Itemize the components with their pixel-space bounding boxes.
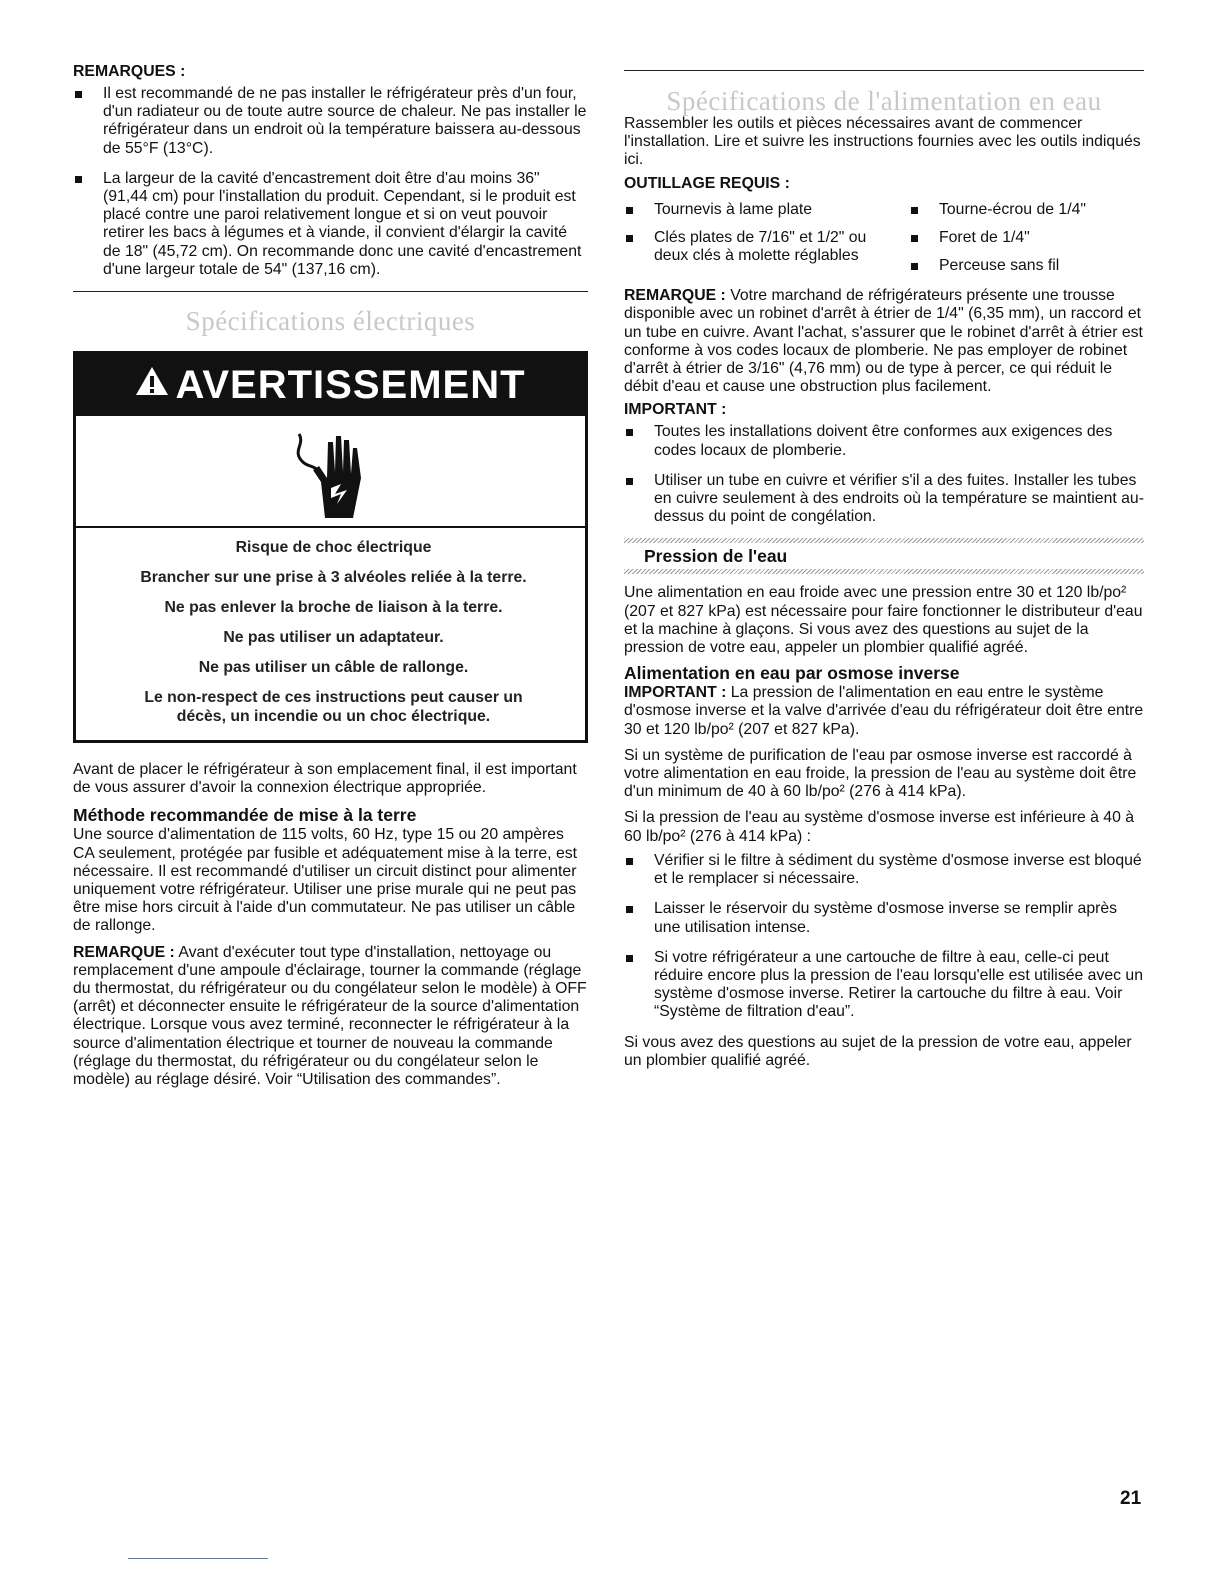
warning-line: Ne pas enlever la broche de liaison à la terre. <box>164 599 503 617</box>
warning-icon-area <box>76 416 585 528</box>
list-item: Si votre réfrigérateur a une cartouche de filtre à eau, celle-ci peut réduire encore plus la pression de l'eau lorsqu'elle est utilisée avec un système d'osmose inverse. Retirer la cartouche du filtre à eau. Voir “Système de filtration d'eau”. <box>624 949 1144 1022</box>
right-column <box>624 70 1144 1070</box>
list-item: Clés plates de 7/16" et 1/2" ou deux clés à molette réglables <box>624 229 909 265</box>
outillage-label: OUTILLAGE REQUIS : <box>624 174 790 192</box>
tools-left-list <box>624 201 909 286</box>
list-item: La largeur de la cavité d'encastrement doit être d'au moins 36" (91,44 cm) pour l'installation du produit. Cependant, si le produit est placé contre une paroi relativement longue et si on veut pouvoir retirer les bacs à légumes et à viande, il convient d'élargir la cavité de 18" (45,72 cm). On recommande donc une cavité d'encastrement d'une largeur totale de 54" (137,16 cm). <box>73 170 588 279</box>
pression-title: Pression de l'eau <box>644 546 788 567</box>
osmose-list <box>624 852 1144 1022</box>
warning-line: Ne pas utiliser un adaptateur. <box>223 629 444 647</box>
remarque-text: Avant d'exécuter tout type d'installation, nettoyage ou remplacement d'une ampoule d'éclairage, tourner la commande (réglage du thermostat, du réfrigérateur ou du congélateur selon le modèle) à OFF (arrêt) et déconnecter ensuite le réfrigérateur de la source d'alimentation électrique. Lorsque vous avez terminé, reconnecter le réfrigérateur à la source d'alimentation électrique et tourner de nouveau la commande (réglage du thermostat, du réfrigérateur ou du congélateur selon le modèle) au réglage désiré. Voir “Utilisation des commandes”. <box>73 943 587 1089</box>
warning-line: Le non-respect de ces instructions peut causer un décès, un incendie ou un choc électrique. <box>144 689 523 726</box>
important-label: IMPORTANT : <box>624 401 727 419</box>
remarque-label: REMARQUE : <box>73 943 175 961</box>
list-item: Utiliser un tube en cuivre et vérifier s'il a des fuites. Installer les tubes en cuivre seulement à des endroits où la température se maintient au-dessus du point de congélation. <box>624 472 1144 527</box>
osmose-important-text: La pression de l'alimentation en eau entre le système d'osmose inverse et la valve d'arrivée d'eau du réfrigérateur doit être entre 30 et 120 lb/po² (207 et 827 kPa). <box>624 684 1144 738</box>
left-column <box>73 62 588 1089</box>
osmose-paragraph: Si un système de purification de l'eau par osmose inverse est raccordé à votre alimentation en eau froide, la pression de l'eau au système doit être d'un minimum de 40 à 60 lb/po² (276 à 414 kPa). <box>624 746 1137 801</box>
closing-paragraph: Si vous avez des questions au sujet de la pression de votre eau, appeler un plombier qualifié agréé. <box>624 1033 1132 1069</box>
remarques-list <box>73 85 588 279</box>
list-item: Perceuse sans fil <box>909 257 1144 275</box>
list-item: Foret de 1/4" <box>909 229 1144 247</box>
warning-title: AVERTISSEMENT <box>175 363 526 408</box>
list-item: Vérifier si le filtre à sédiment du système d'osmose inverse est bloqué et le remplacer si nécessaire. <box>624 852 1144 888</box>
important-list <box>624 423 1144 526</box>
section-title-water: Spécifications de l'alimentation en eau <box>666 86 1102 116</box>
water-intro: Rassembler les outils et pièces nécessaires avant de commencer l'installation. Lire et suivre les instructions fournies avec les outils indiqués ici. <box>624 115 1141 169</box>
hatch-divider <box>624 569 1144 574</box>
tools-right-list <box>909 201 1144 286</box>
tools-list <box>624 201 1144 286</box>
list-item: Toutes les installations doivent être conformes aux exigences des codes locaux de plomberie. <box>624 423 1144 459</box>
warning-line: Risque de choc électrique <box>235 539 432 557</box>
osmose-important-paragraph <box>624 684 1144 739</box>
list-item: Tournevis à lame plate <box>624 201 909 219</box>
warning-box <box>73 351 588 743</box>
section-divider <box>73 291 588 292</box>
electrical-intro: Avant de placer le réfrigérateur à son emplacement final, il est important de vous assurer d'avoir la connexion électrique appropriée. <box>73 761 577 797</box>
list-item: Tourne-écrou de 1/4" <box>909 201 1144 219</box>
methode-text: Une source d'alimentation de 115 volts, 60 Hz, type 15 ou 20 ampères CA seulement, protégée par fusible et adéquatement mise à la terre, est nécessaire. Il est recommandé d'utiliser un circuit distinct pour alimenter uniquement votre réfrigérateur. Utiliser une prise murale qui ne peut pas être mise hors circuit à l'aide d'un commutateur. Ne pas utiliser un câble de rallonge. <box>73 826 578 935</box>
important-label: IMPORTANT : <box>624 684 727 702</box>
footer-link-line <box>128 1558 268 1559</box>
warning-line: Ne pas utiliser un câble de rallonge. <box>198 659 469 677</box>
remarques-label: REMARQUES : <box>73 63 186 80</box>
remarque-text: Votre marchand de réfrigérateurs présente une trousse disponible avec un robinet d'arrêt à étrier de 1/4" (6,35 mm), un raccord et un tube en cuivre. Avant l'achat, s'assurer que le robinet d'arrêt à étrier est conforme à vos codes locaux de plomberie. Ne pas employer de robinet d'arrêt à étrier de 3/16" (4,76 mm) ou de type à percer, ce qui réduit le débit d'eau et cause une obstruction plus facilement. <box>624 287 1143 396</box>
water-remarque-paragraph <box>624 287 1144 396</box>
pression-text: Une alimentation en eau froide avec une pression entre 30 et 120 lb/po² (207 et 827 kPa) est nécessaire pour faire fonctionner le distributeur d'eau et la machine à glaçons. Si vous avez des questions au sujet de la pression de votre eau, appeler un plombier qualifié agréé. <box>624 584 1143 657</box>
page-number: 21 <box>1120 1488 1142 1509</box>
list-item: Il est recommandé de ne pas installer le réfrigérateur près d'un four, d'un radiateur ou de toute autre source de chaleur. Ne pas installer le réfrigérateur dans un endroit où la température baissera au-dessous de 55°F (13°C). <box>73 85 588 158</box>
methode-title: Méthode recommandée de mise à la terre <box>73 805 417 826</box>
warning-body <box>76 528 585 740</box>
osmose-title: Alimentation en eau par osmose inverse <box>624 663 960 684</box>
section-title-electrical: Spécifications électriques <box>185 306 476 337</box>
section-divider <box>624 70 1144 71</box>
list-item: Laisser le réservoir du système d'osmose inverse se remplir après une utilisation intense. <box>624 900 1144 936</box>
warning-header <box>76 354 585 416</box>
warning-triangle-icon <box>135 352 169 414</box>
electric-shock-hand-icon <box>291 507 371 524</box>
remarque-label: REMARQUE : <box>624 287 726 305</box>
warning-line: Brancher sur une prise à 3 alvéoles reliée à la terre. <box>140 569 527 587</box>
remarque-paragraph <box>73 944 588 1090</box>
osmose-paragraph: Si la pression de l'eau au système d'osmose inverse est inférieure à 40 à 60 lb/po² (276 à 414 kPa) : <box>624 809 1135 845</box>
